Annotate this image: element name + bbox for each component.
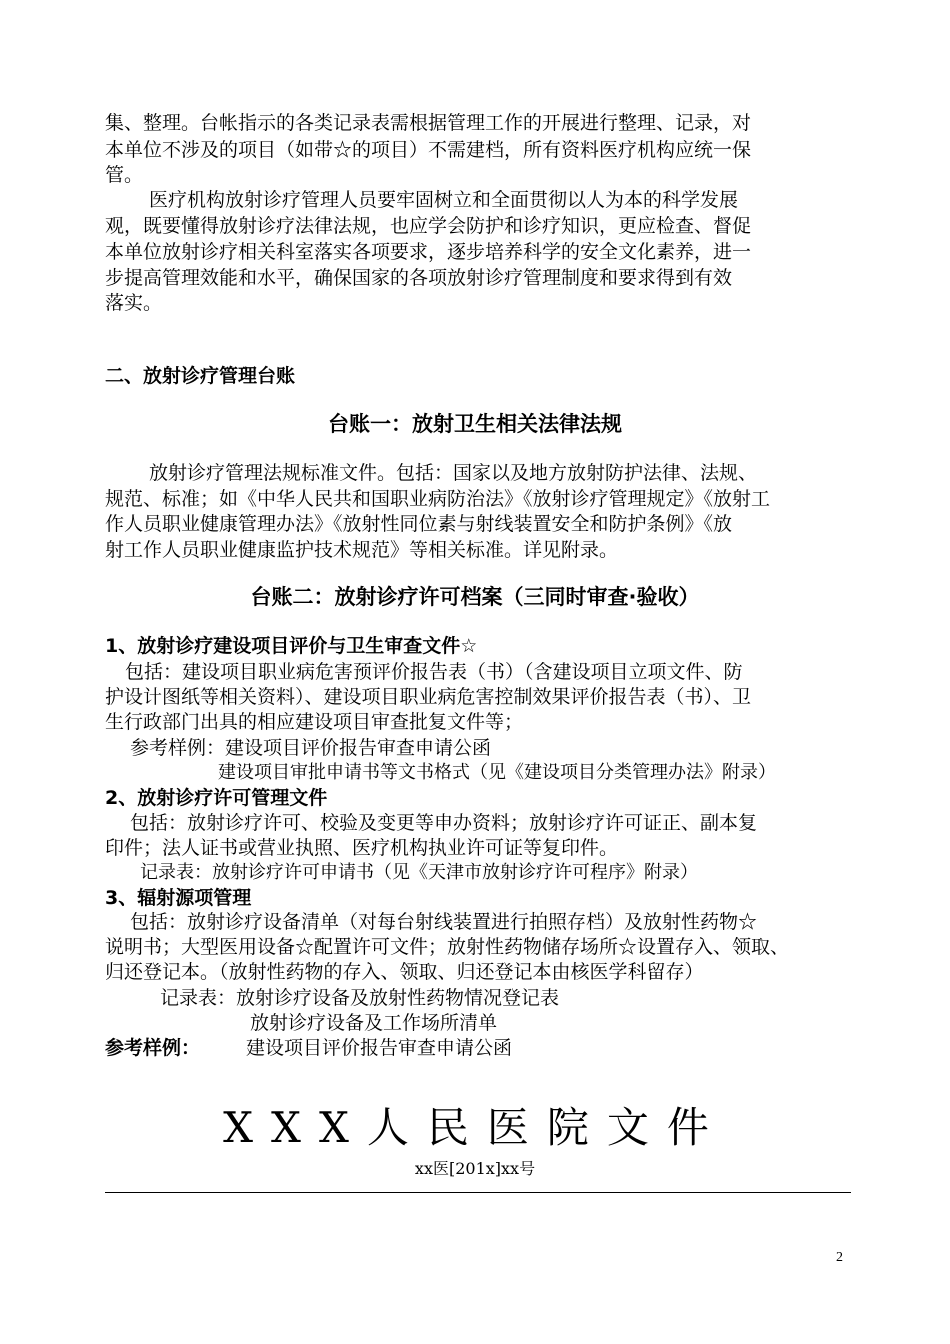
letterhead-title: XXX人民医院文件 bbox=[223, 1103, 727, 1152]
item1-line: 包括：建设项目职业病危害预评价报告表（书）（含建设项目立项文件、防 bbox=[125, 661, 743, 683]
reference-label: 参考样例： bbox=[105, 1037, 201, 1059]
ledger1-line: 规范、标准；如《中华人民共和国职业病防治法》《放射诊疗管理规定》《放射工 bbox=[105, 488, 771, 510]
intro-line: 医疗机构放射诊疗管理人员要牢固树立和全面贯彻以人为本的科学发展 bbox=[149, 189, 739, 211]
item1-line: 参考样例：建设项目评价报告审查申请公函 bbox=[130, 737, 492, 759]
intro-line: 本单位不涉及的项目（如带☆的项目）不需建档，所有资料医疗机构应统一保 bbox=[105, 139, 752, 161]
item1-line: 生行政部门出具的相应建设项目审查批复文件等； bbox=[105, 711, 524, 733]
item1-line: 护设计图纸等相关资料）、建设项目职业病危害控制效果评价报告表（书）、卫 bbox=[105, 686, 752, 708]
item3-heading: 3、辐射源项管理 bbox=[105, 887, 252, 909]
intro-line: 本单位放射诊疗相关科室落实各项要求，逐步培养科学的安全文化素养，进一 bbox=[105, 241, 752, 263]
item1-line: 建设项目审批申请书等文书格式（见《建设项目分类管理办法》附录） bbox=[218, 762, 776, 783]
item2-line: 包括：放射诊疗许可、校验及变更等申办资料；放射诊疗许可证正、副本复 bbox=[130, 812, 758, 834]
ledger1-line: 放射诊疗管理法规标准文件。包括：国家以及地方放射防护法律、法规、 bbox=[149, 462, 758, 484]
intro-line: 观，既要懂得放射诊疗法律法规，也应学会防护和诊疗知识，更应检查、督促 bbox=[105, 215, 752, 237]
section-heading: 二、放射诊疗管理台账 bbox=[105, 365, 296, 387]
ledger2-title: 台账二：放射诊疗许可档案（三同时审查·验收） bbox=[250, 585, 700, 609]
item3-line: 记录表：放射诊疗设备及放射性药物情况登记表 bbox=[160, 987, 560, 1009]
item1-heading: 1、放射诊疗建设项目评价与卫生审查文件☆ bbox=[105, 635, 478, 657]
item2-line: 记录表：放射诊疗许可申请书（见《天津市放射诊疗许可程序》附录） bbox=[140, 862, 698, 883]
reference-value: 建设项目评价报告审查申请公函 bbox=[246, 1037, 513, 1059]
item3-line: 包括：放射诊疗设备清单（对每台射线装置进行拍照存档）及放射性药物☆ bbox=[130, 911, 758, 933]
item3-line: 放射诊疗设备及工作场所清单 bbox=[250, 1012, 498, 1034]
intro-line: 步提高管理效能和水平，确保国家的各项放射诊疗管理制度和要求得到有效 bbox=[105, 267, 733, 289]
intro-line: 管。 bbox=[105, 164, 144, 186]
ledger1-title: 台账一：放射卫生相关法律法规 bbox=[328, 412, 622, 436]
letterhead-divider bbox=[105, 1192, 851, 1193]
page-number: 2 bbox=[836, 1250, 843, 1265]
intro-line: 落实。 bbox=[105, 292, 163, 314]
item3-line: 说明书；大型医用设备☆配置许可文件；放射性药物储存场所☆设置存入、领取、 bbox=[105, 936, 790, 958]
intro-line: 集、整理。台帐指示的各类记录表需根据管理工作的开展进行整理、记录，对 bbox=[105, 112, 752, 134]
ledger1-line: 作人员职业健康管理办法》《放射性同位素与射线装置安全和防护条例》《放 bbox=[105, 513, 733, 535]
document-number: xx医[201x]xx号 bbox=[414, 1159, 536, 1178]
ledger1-line: 射工作人员职业健康监护技术规范》等相关标准。详见附录。 bbox=[105, 539, 619, 561]
item2-line: 印件；法人证书或营业执照、医疗机构执业许可证等复印件。 bbox=[105, 837, 619, 859]
item2-heading: 2、放射诊疗许可管理文件 bbox=[105, 787, 328, 809]
item3-line: 归还登记本。（放射性药物的存入、领取、归还登记本由核医学科留存） bbox=[105, 961, 704, 983]
